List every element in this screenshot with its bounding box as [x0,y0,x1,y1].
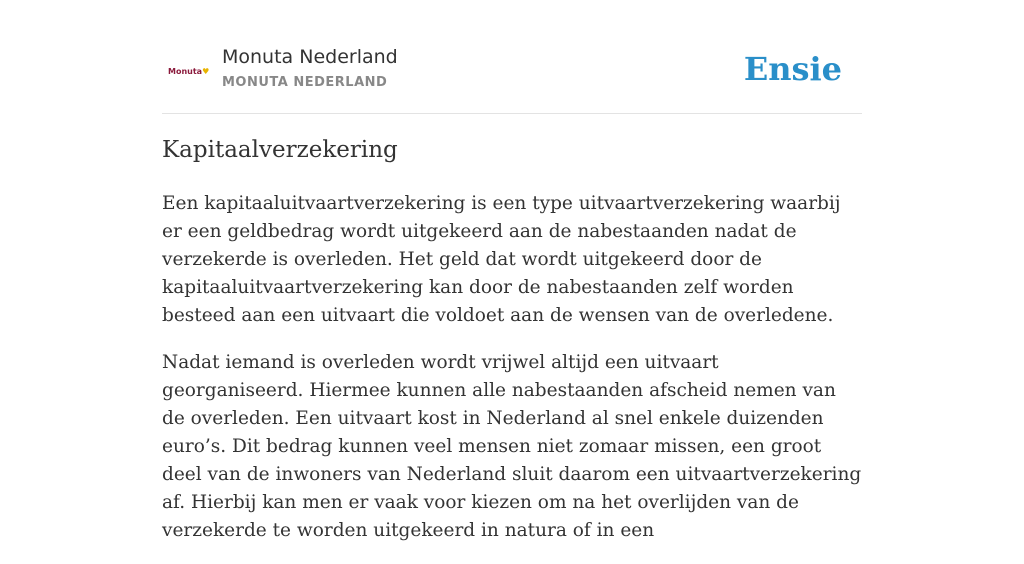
author-subtitle: MONUTA NEDERLAND [222,75,388,90]
heart-mark-icon: ♥ [202,67,210,76]
author-logo[interactable] [168,65,208,79]
article-paragraph: Een kapitaaluitvaartverzekering is een type uitvaartverzekering waarbij er een geldbedrag wordt uitgekeerd aan de nabestaanden nadat de verzekerde is overleden. Het geld dat wordt uitgekeerd door de kapitaaluitvaartverzekering kan door de nabestaanden zelf worden besteed aan een uitvaart die voldoet aan de wensen van de overledene. [162,193,841,326]
ensie-logo[interactable]: Ensie [743,50,842,88]
article-title: Kapitaalverzekering [162,137,398,163]
logo-text: Monuta [168,67,203,76]
article-header [162,40,862,114]
author-name[interactable]: Monuta Nederland [222,46,398,68]
article-body [162,190,862,564]
article-paragraph: Nadat iemand is overleden wordt vrijwel altijd een uitvaart georganiseerd. Hiermee kunnen alle nabestaanden afscheid nemen van de overleden. Een uitvaart kost in Nederland al snel enkele duizenden euro’s. Dit bedrag kunnen veel mensen niet zomaar missen, een groot deel van de inwoners van Nederland sluit daarom een uitvaartverzekering af. Hierbij kan men er vaak voor kiezen om na het overlijden van de verzekerde te worden uitgekeerd in natura of in een [162,352,862,541]
